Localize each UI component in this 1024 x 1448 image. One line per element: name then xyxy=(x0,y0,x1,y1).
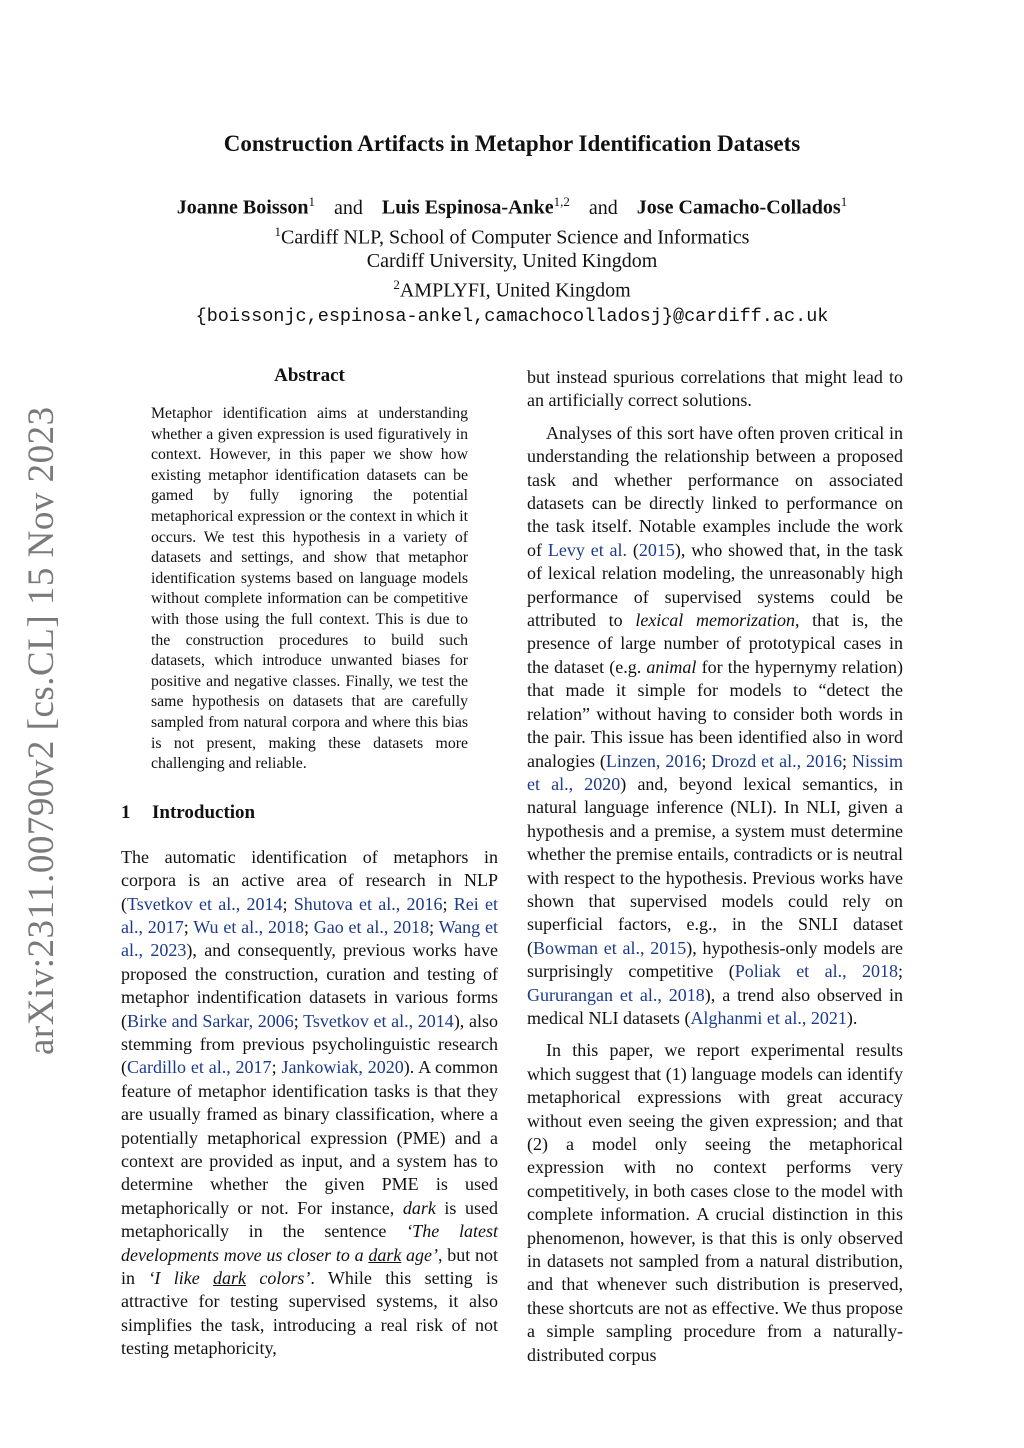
text-run: The automatic identification of metaphors in corpora is an active area of research in NLP ( xyxy=(121,846,498,914)
author-1-affil: 1 xyxy=(308,194,316,209)
text-run: . While this setting is attractive for testing supervised systems, it also simplifies the task, introducing a real risk of not testing metaphoricity, xyxy=(121,1268,498,1359)
citation-link[interactable]: Alghanmi et al., 2021 xyxy=(690,1007,847,1028)
affiliation-2 xyxy=(0,273,1024,303)
paper-title: Construction Artifacts in Metaphor Identification Datasets xyxy=(223,131,801,156)
author-sep: and xyxy=(588,196,618,219)
text-run: , that is, the presence of large number of prototypical cases in the dataset (e.g. xyxy=(527,610,903,677)
author-line xyxy=(0,190,1024,220)
text-run: age’ xyxy=(401,1244,439,1265)
abstract-heading: Abstract xyxy=(274,365,345,386)
text-run: ), and consequently, previous works have proposed the construction, curation and testing of metaphor indentification datasets in various forms ( xyxy=(121,940,498,1031)
author-2: Luis Espinosa-Anke xyxy=(381,196,554,219)
text-run: ; xyxy=(429,916,439,937)
text-run: ‘The latest developments move us closer to a xyxy=(121,1221,498,1265)
text-run: In this paper, we report experimental results which suggest that (1) language models can identify metaphorical expressions with great accuracy without even seeing the given expression; and that (2) a model only seeing the metaphorical expression with no context performs very competitively, in both cases close to the model with complete information. A crucial distinction in this phenomenon, however, is that this is only observed in datasets not sampled from a natural distribution, and that whenever such distribution is preserved, these shortcuts are not as effective. We thus propose a simple sampling procedure from a naturally-distributed corpus xyxy=(527,1040,903,1365)
text-run: ; xyxy=(271,1057,282,1078)
text-run: , but not in xyxy=(121,1244,498,1288)
text-run: ; xyxy=(303,916,314,937)
intro-paragraph-3 xyxy=(527,1039,903,1367)
text-run: ), a trend also observed in medical NLI datasets ( xyxy=(527,984,903,1028)
intro-paragraph-1 xyxy=(121,846,498,1361)
citation-link[interactable]: Rei et al., 2017 xyxy=(121,893,499,937)
text-run: ), hypothesis-only models are surprisingly competitive ( xyxy=(527,937,903,982)
text-run: ; xyxy=(842,750,852,771)
text-run: ). xyxy=(846,1007,858,1028)
text-run: lexical memorization xyxy=(635,610,795,631)
section-title: Introduction xyxy=(152,801,256,823)
text-run: Analyses of this sort have often proven critical in understanding the relationship between a proposed task and whether performance on associated datasets can be directly linked to performance on the task itself. Notable examples include the work of xyxy=(527,422,903,560)
section-number: 1 xyxy=(121,801,131,823)
citation-link[interactable]: Shutova et al., 2016 xyxy=(293,893,443,914)
text-run: colors’ xyxy=(246,1268,311,1288)
arxiv-identifier: arXiv:2311.00790v2 [cs.CL] 15 Nov 2023 xyxy=(21,406,62,1055)
author-3-affil: 1 xyxy=(840,194,848,209)
affiliation-1 xyxy=(0,220,1024,250)
text-run: ( xyxy=(627,539,639,560)
text-run: dark xyxy=(368,1244,402,1265)
author-block xyxy=(0,190,1024,329)
text-run: ). A common feature of metaphor identification tasks is that they are usually framed as binary classification, where a potentially metaphorical expression (PME) and a context are provided as input, and a system has to determine whether the given PME is used metaphorically or not. For instance, xyxy=(121,1057,498,1218)
intro-paragraph-1-continued xyxy=(527,366,903,413)
text-run: but instead spurious correlations that might lead to an artificially correct solutions. xyxy=(527,367,903,411)
citation-link[interactable]: Cardillo et al., 2017 xyxy=(127,1057,272,1078)
text-run: ; xyxy=(282,893,294,914)
text-run: ), also stemming from previous psycholinguistic research ( xyxy=(121,1010,498,1078)
affiliation-2-text: AMPLYFI, United Kingdom xyxy=(399,279,631,302)
affiliation-2-mark: 2 xyxy=(393,277,400,293)
citation-link[interactable]: Bowman et al., 2015 xyxy=(533,937,687,958)
citation-link[interactable]: Birke and Sarkar, 2006 xyxy=(127,1010,294,1031)
text-run: ; xyxy=(183,916,194,937)
author-sep: and xyxy=(334,196,363,219)
text-run: ‘I like xyxy=(148,1268,214,1288)
text-run: ), who showed that, in the task of lexical relation modeling, the unreasonably high performance of supervised systems could be attributed to xyxy=(527,539,904,631)
text-run: is used metaphorically in the sentence xyxy=(121,1197,499,1242)
citation-link[interactable]: Tsvetkov et al., 2014 xyxy=(303,1010,454,1031)
citation-link[interactable]: Gururangan et al., 2018 xyxy=(527,984,705,1005)
text-run: ; xyxy=(897,961,903,982)
author-3: Jose Camacho-Collados xyxy=(636,196,841,219)
text-run: ; xyxy=(293,1010,304,1031)
text-run: dark xyxy=(213,1268,247,1288)
section-heading-introduction xyxy=(121,802,498,824)
author-2-affil: 1,2 xyxy=(553,194,570,209)
author-1: Joanne Boisson xyxy=(176,196,309,219)
text-run: animal xyxy=(646,656,697,677)
affiliation-1-text: Cardiff NLP, School of Computer Science and Informatics xyxy=(281,226,750,249)
citation-link[interactable]: 2015 xyxy=(638,539,675,560)
citation-link[interactable]: Tsvetkov et al., 2014 xyxy=(127,893,283,914)
citation-link[interactable]: Wang et al., 2023 xyxy=(121,916,498,961)
text-run: ; xyxy=(701,750,712,771)
text-run: ) and, beyond lexical semantics, in natural language inference (NLI). In NLI, given a hypothesis and a premise, a system must determine whether the premise entails, contradicts or is neutral with respect to the hypothesis. Previous works have shown that supervised models could rely on superficial factors, e.g., in the SNLI dataset ( xyxy=(527,773,903,958)
citation-link[interactable]: Linzen, 2016 xyxy=(605,750,702,771)
text-run: ; xyxy=(442,893,454,914)
affiliation-1-line2: Cardiff University, United Kingdom xyxy=(366,250,658,273)
intro-paragraph-2 xyxy=(527,422,903,1031)
abstract-body: Metaphor identification aims at understanding whether a given expression is used figuratively in context. However, in this paper we show how existing metaphor identification datasets can be gamed by fully ignoring the potential metaphorical expression or the context in which it occurs. We test this hypothesis in a variety of datasets and settings, and show that metaphor identification systems based on language models without complete information can be competitive with those using the full context. This is due to the construction procedures to build such datasets, which introduce unwanted biases for positive and negative classes. Finally, we test the same hypothesis on datasets that are carefully sampled from natural corpora and where this bias is not present, making these datasets more challenging and reliable. xyxy=(151,405,468,773)
citation-link[interactable]: Levy et al. xyxy=(547,539,628,560)
affiliation-1-mark: 1 xyxy=(274,223,282,239)
left-column xyxy=(121,365,498,1361)
text-run: for the hypernymy relation) that made it simple for models to “detect the relation” without having to consider both words in the pair. This issue has been identified also in word analogies ( xyxy=(527,656,903,771)
author-emails: {boissonjc,espinosa-ankel,camachocolladosj}@cardiff.ac.uk xyxy=(195,305,829,327)
right-column xyxy=(527,366,903,1367)
citation-link[interactable]: Poliak et al., 2018 xyxy=(734,961,898,982)
citation-link[interactable]: Wu et al., 2018 xyxy=(193,916,304,937)
citation-link[interactable]: Jankowiak, 2020 xyxy=(281,1057,404,1078)
text-run: dark xyxy=(402,1197,436,1218)
citation-link[interactable]: Gao et al., 2018 xyxy=(313,916,430,937)
citation-link[interactable]: Drozd et al., 2016 xyxy=(711,750,843,771)
citation-link[interactable]: Nissim et al., 2020 xyxy=(527,750,903,794)
